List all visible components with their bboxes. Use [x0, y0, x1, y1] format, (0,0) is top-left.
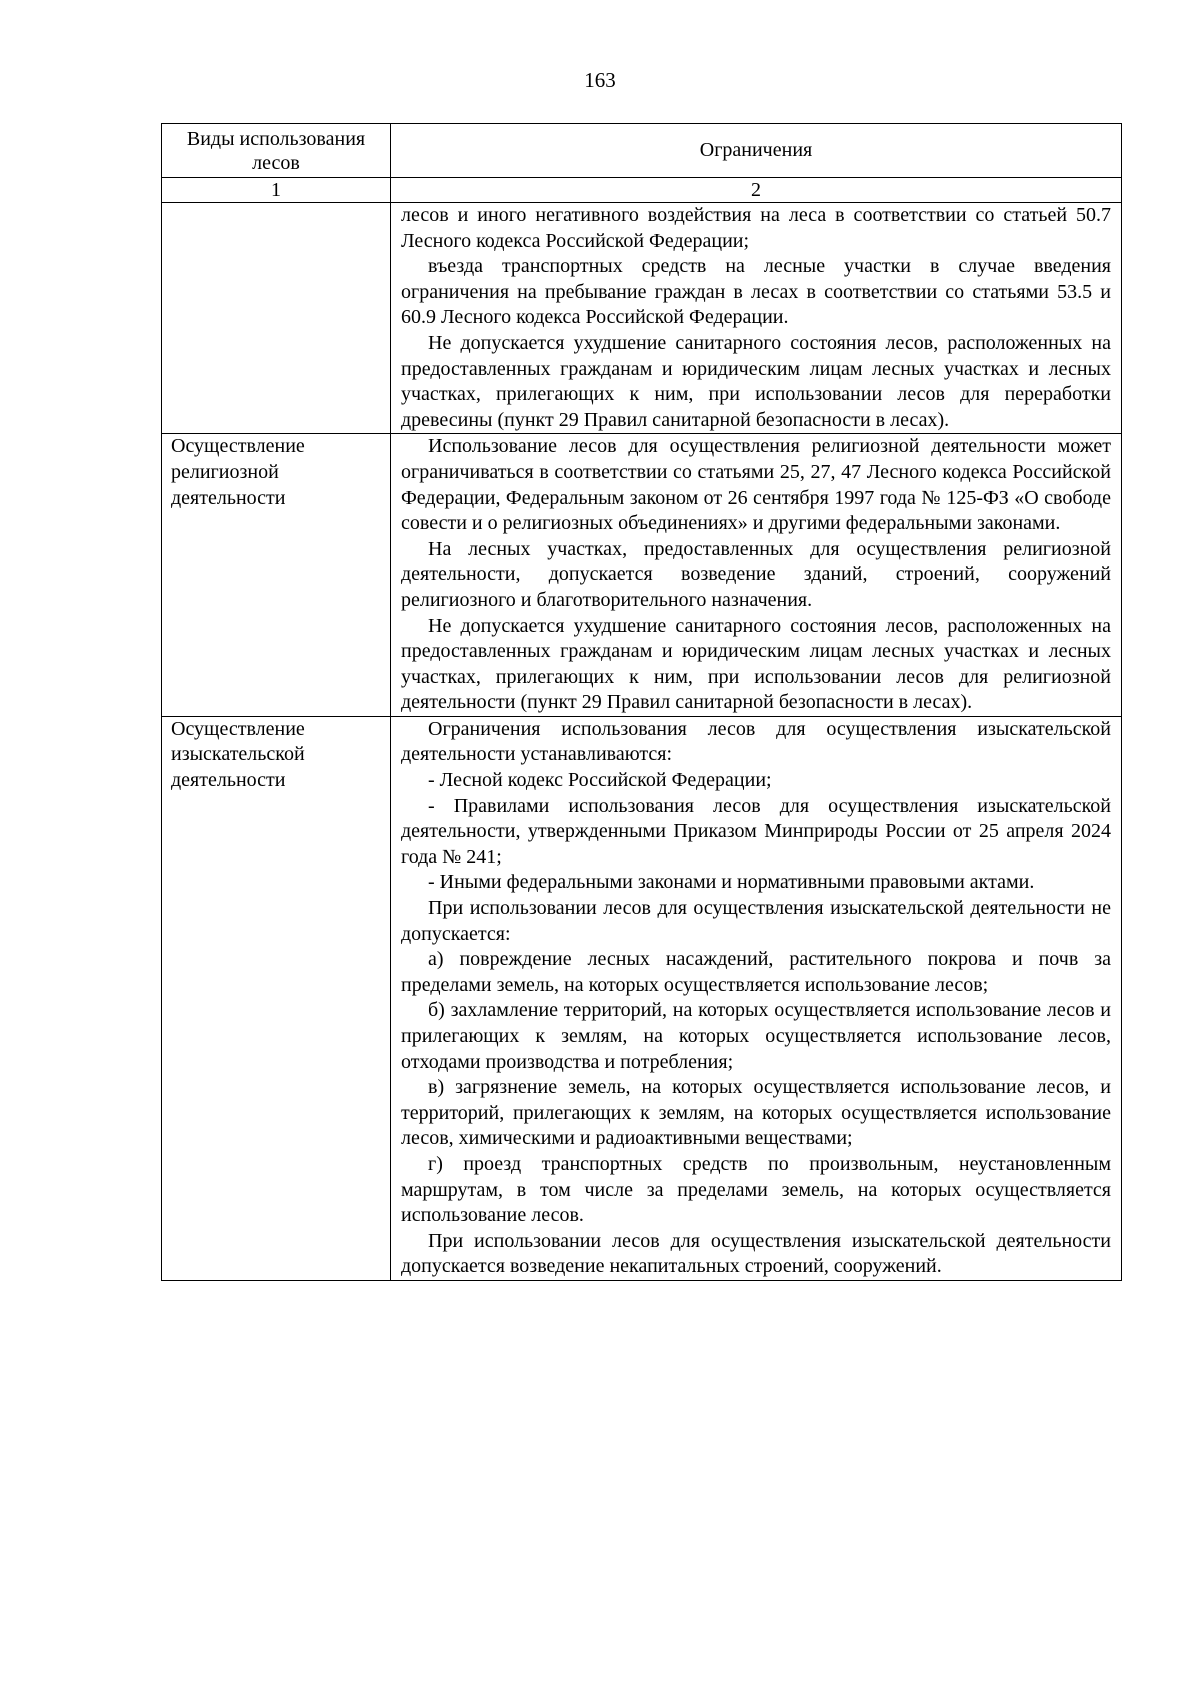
row-type-cell [162, 203, 391, 434]
restriction-paragraph: На лесных участках, предоставленных для осуществления религиозной деятельности, допускается возведение зданий, строений, сооружений религиозного и благотворительного назначения. [401, 537, 1111, 611]
column-number-2: 2 [391, 178, 1122, 203]
restriction-paragraph: Не допускается ухудшение санитарного состояния лесов, расположенных на предоставленных гражданам и юридическим лицам лесных участках и лесных участках, прилегающих к ним, при использовании лесов для религиозной деятельности (пункт 29 Правил санитарной безопасности в лесах). [401, 614, 1111, 714]
restriction-list-item: б) захламление территорий, на которых осуществляется использование лесов и прилегающих к землям, на которых осуществляется использование лесов, отходами производства и потребления; [401, 999, 1111, 1073]
restriction-list-item: г) проезд транспортных средств по произвольным, неустановленным маршрутам, в том числе за пределами земель, на которых осуществляется использование лесов. [401, 1152, 1111, 1227]
restriction-paragraph: Использование лесов для осуществления религиозной деятельности может ограничиваться в соответствии со статьями 25, 27, 47 Лесного кодекса Российской Федерации, Федеральным законом от 26 сентября 1997 года № 125-ФЗ «О свободе совести и о религиозных объединениях» и другими федеральными законами. [401, 435, 1111, 535]
restriction-paragraph: въезда транспортных средств на лесные участки в случае введения ограничения на пребывание граждан в лесах в соответствии со статьями 53.5 и 60.9 Лесного кодекса Российской Федерации. [401, 255, 1111, 329]
restriction-paragraph: Ограничения использования лесов для осуществления изыскательской деятельности устанавливаются: [401, 717, 1111, 766]
restriction-paragraph: Не допускается ухудшение санитарного состояния лесов, расположенных на предоставленных гражданам и юридическим лицам лесных участках и лесных участках, прилегающих к ним, при использовании лесов для переработки древесины (пункт 29 Правил санитарной безопасности в лесах). [401, 331, 1111, 431]
table-row [162, 434, 1122, 717]
restriction-list-item: - Лесной кодекс Российской Федерации; [428, 769, 772, 792]
table-header-row [162, 124, 1122, 178]
row-type-cell [162, 434, 391, 717]
row-restrictions-cell [391, 203, 1122, 434]
restriction-list-item: а) повреждение лесных насаждений, растительного покрова и почв за пределами земель, на которых осуществляется использование лесов; [401, 948, 1111, 996]
row-type-cell [162, 716, 391, 1280]
row-type-label: Осуществление религиозной деятельности [171, 435, 305, 509]
row-restrictions-cell [391, 434, 1122, 717]
restriction-paragraph: При использовании лесов для осуществления изыскательской деятельности не допускается: [401, 897, 1111, 945]
restriction-list-item: - Иными федеральными законами и нормативными правовыми актами. [428, 871, 1035, 894]
header-forest-use-types: Виды использования лесов [162, 124, 391, 178]
column-number-1: 1 [162, 178, 391, 203]
page-number: 163 [584, 68, 616, 92]
table-row [162, 203, 1122, 434]
row-restrictions-cell [391, 716, 1122, 1280]
restrictions-table [161, 123, 1122, 1281]
restriction-list-item: - Правилами использования лесов для осуществления изыскательской деятельности, утвержденными Приказом Минприроды России от 25 апреля 2024 года № 241; [401, 794, 1111, 868]
row-type-label: Осуществление изыскательской деятельности [171, 717, 305, 792]
restriction-paragraph: лесов и иного негативного воздействия на леса в соответствии со статьей 50.7 Лесного кодекса Российской Федерации; [401, 204, 1111, 252]
header-restrictions: Ограничения [391, 124, 1122, 178]
restriction-list-item: в) загрязнение земель, на которых осуществляется использование лесов, и территорий, прилегающих к землям, на которых осуществляется использование лесов, химическими и радиоактивными веществами; [401, 1076, 1111, 1150]
restriction-paragraph: При использовании лесов для осуществления изыскательской деятельности допускается возведение некапитальных строений, сооружений. [401, 1229, 1111, 1278]
table-row [162, 716, 1122, 1280]
table-number-row [162, 178, 1122, 203]
